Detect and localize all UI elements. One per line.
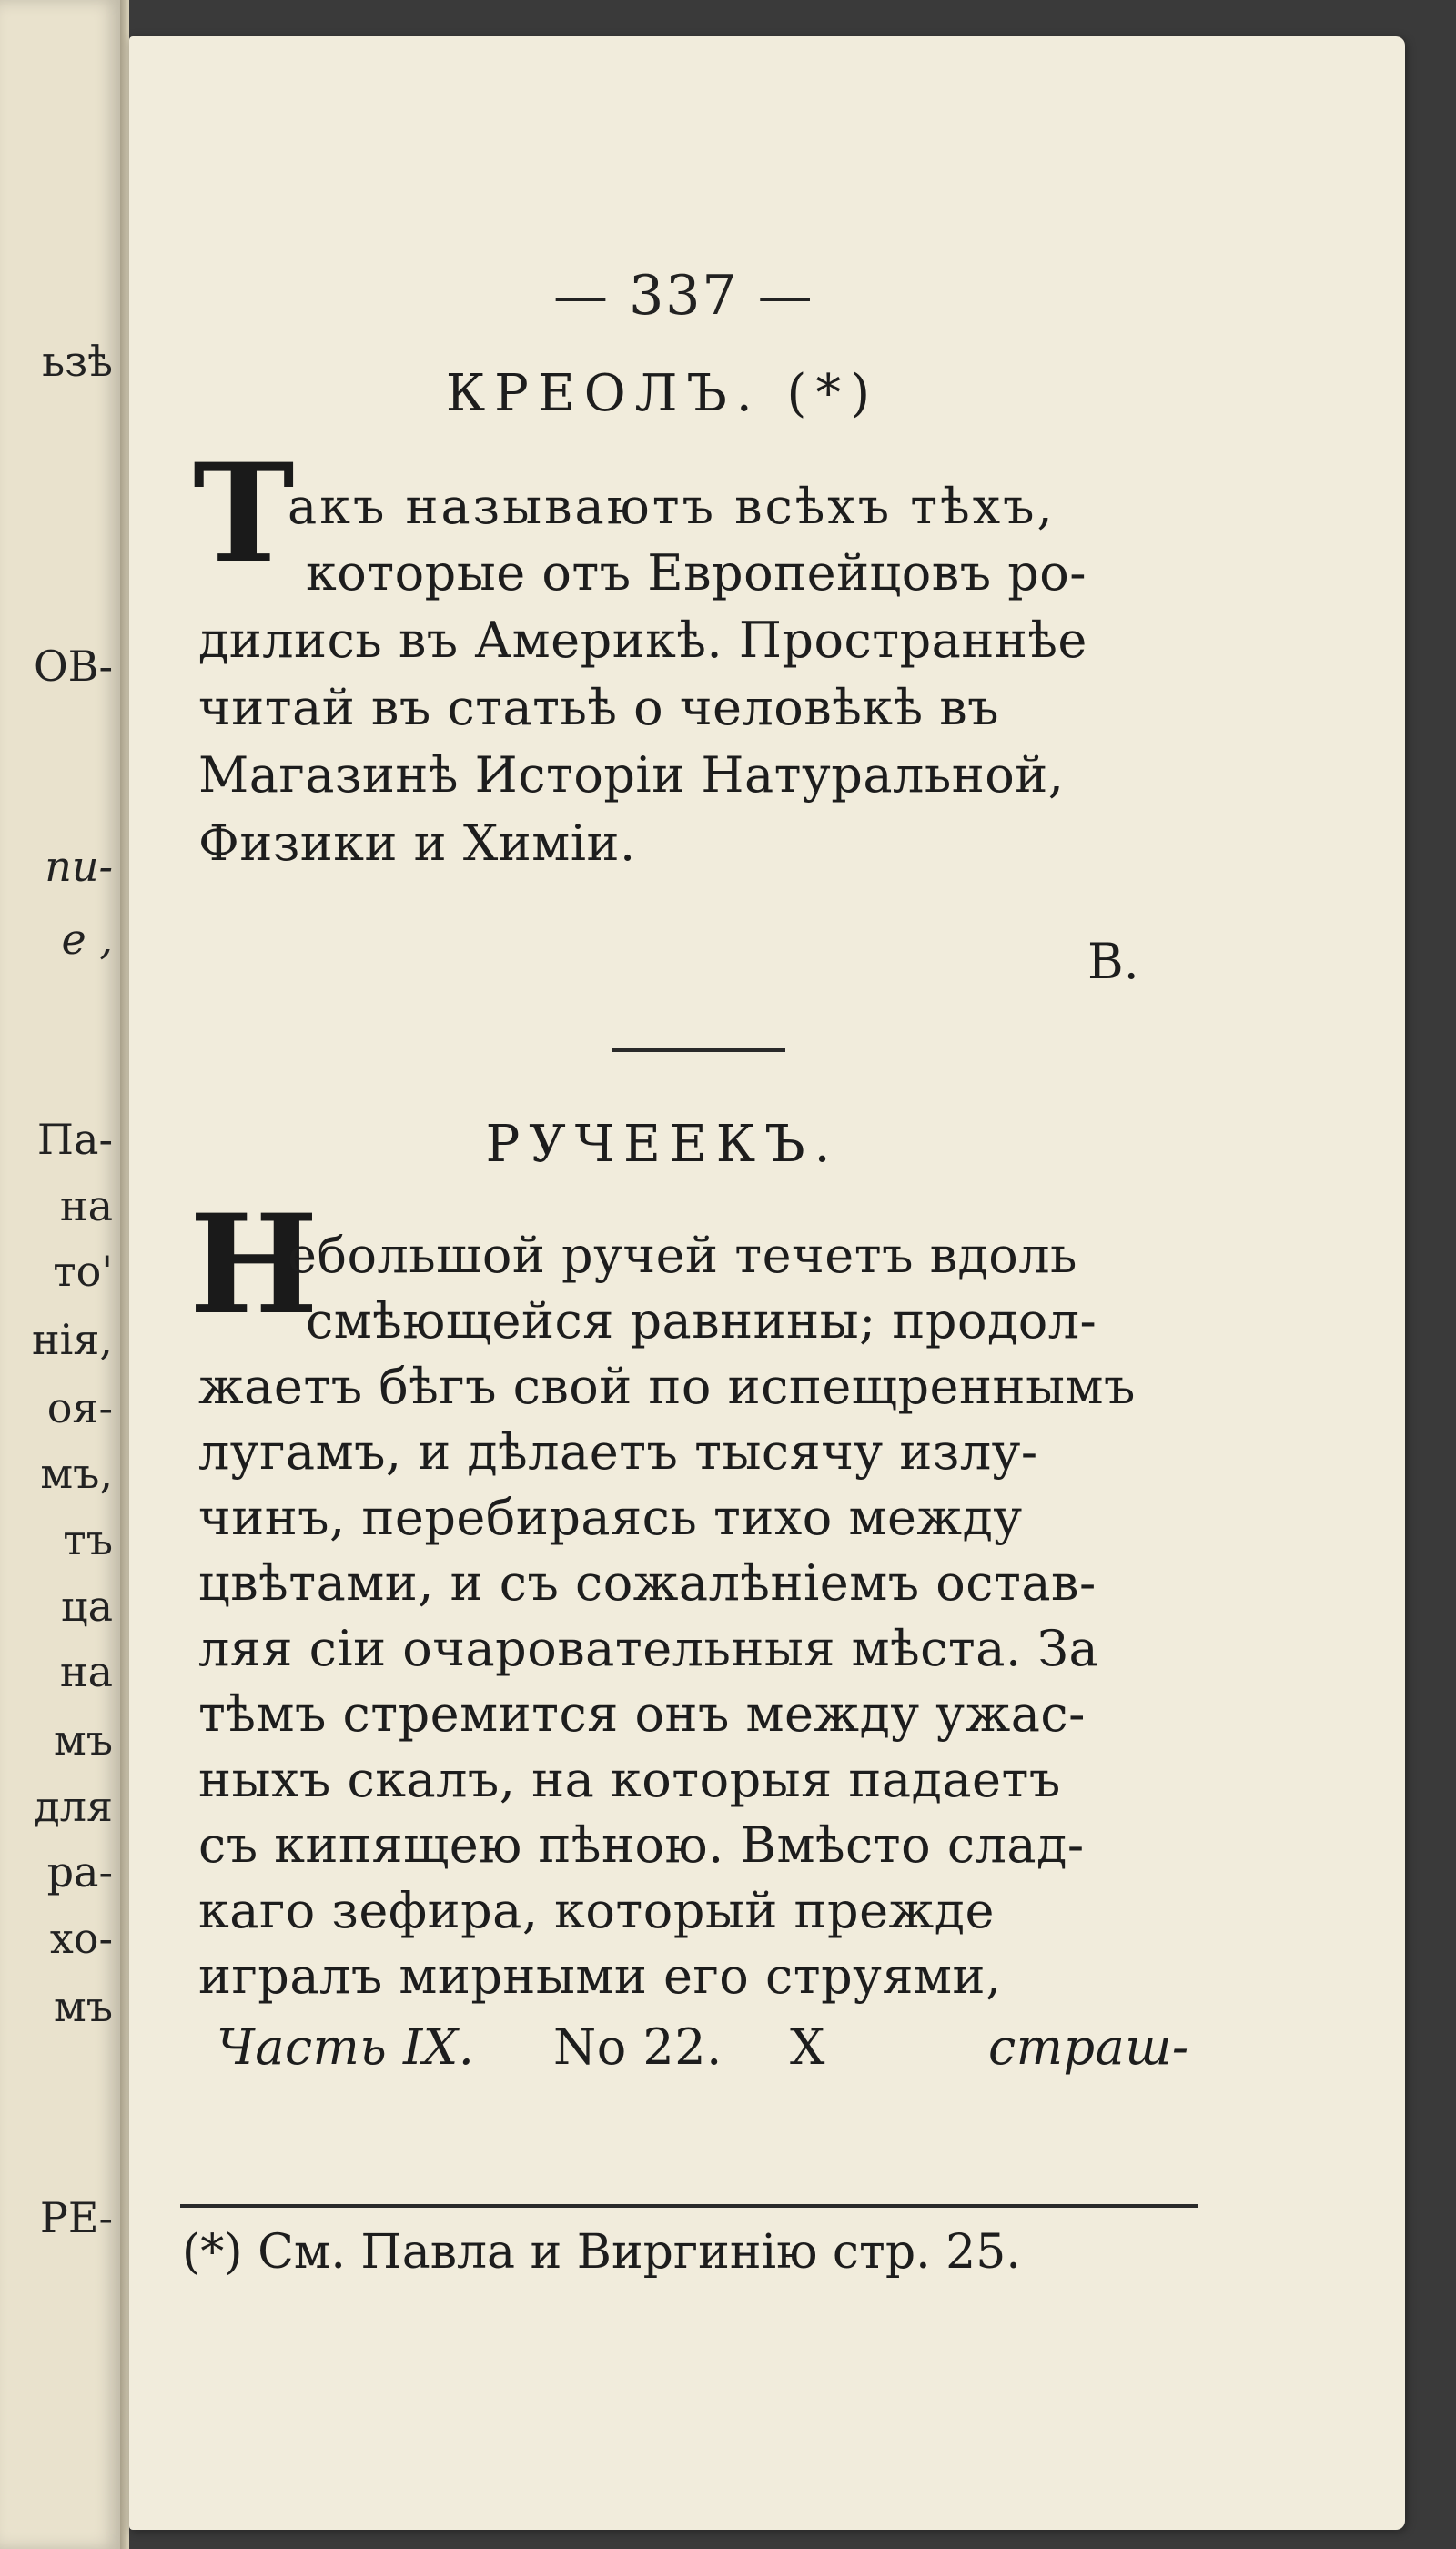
left-page-fragment: пи- <box>45 842 113 891</box>
left-page-fragment: ОВ- <box>33 642 113 691</box>
text-line: цвѣтами, и съ сожалѣніемъ остав- <box>198 1554 1097 1612</box>
footnote-rule <box>180 2204 1198 2208</box>
dropcap-n: Н <box>189 1185 318 1345</box>
left-page-fragment: на <box>59 1647 113 1696</box>
left-page-fragment: мъ <box>53 1715 113 1765</box>
text-line: смѣющейся равнины; продол- <box>306 1292 1097 1350</box>
dropcap-t: Т <box>193 434 295 594</box>
left-page-fragment: хо- <box>49 1914 113 1963</box>
text-line: которые отъ Европейцовъ ро- <box>306 544 1087 602</box>
text-line: ляя сіи очаровательныя мѣста. За <box>198 1620 1099 1677</box>
sheet-mark: X <box>790 2018 825 2076</box>
issue-number: No 22. <box>553 2018 723 2076</box>
text-line: съ кипящею пѣною. Вмѣсто слад- <box>198 1816 1085 1874</box>
text-line: жаетъ бѣгъ свой по испещреннымъ <box>198 1358 1136 1415</box>
text-line: ебольшой ручей течетъ вдоль <box>288 1227 1077 1284</box>
left-page-fragment: ьзѣ <box>42 337 113 386</box>
left-page-fragment: ца <box>60 1582 113 1631</box>
left-page-fragment: ра- <box>46 1847 113 1897</box>
left-page-fragment: мъ, <box>40 1449 113 1498</box>
book-gutter <box>120 0 129 2549</box>
text-line: дились въ Америкѣ. Пространнѣе <box>198 612 1087 669</box>
section-divider <box>612 1048 785 1052</box>
text-line: лугамъ, и дѣлаетъ тысячу излу- <box>198 1423 1038 1481</box>
text-line: ныхъ скалъ, на которыя падаетъ <box>198 1751 1061 1808</box>
previous-page-strip <box>0 0 120 2549</box>
left-page-fragment: мъ <box>53 1982 113 2031</box>
left-page-fragment: то' <box>53 1247 113 1296</box>
page-number: — 337 — <box>553 264 814 328</box>
text-line: тѣмъ стремится онъ между ужас- <box>198 1685 1086 1743</box>
catchword: страш- <box>988 2018 1189 2076</box>
text-line: каго зефира, который прежде <box>198 1882 995 1939</box>
left-page-fragment: РЕ- <box>39 2193 113 2242</box>
section-title-kreol: КРЕОЛЪ. (*) <box>445 364 880 423</box>
text-line: игралъ мирными его струями, <box>198 1947 1002 2005</box>
text-line: Физики и Химіи. <box>198 814 636 872</box>
left-page-fragment: на <box>59 1181 113 1230</box>
text-line: читай въ статьѣ о человѣкѣ въ <box>198 679 1000 736</box>
text-line: чинъ, перебираясь тихо между <box>198 1489 1023 1546</box>
left-page-fragment: е , <box>61 915 113 964</box>
text-line: Магазинѣ Исторіи Натуральной, <box>198 746 1065 804</box>
left-page-fragment: для <box>34 1782 113 1831</box>
left-page-fragment: нія, <box>31 1315 113 1364</box>
left-page-fragment: Па- <box>36 1115 113 1164</box>
left-page-fragment: тъ <box>63 1515 113 1564</box>
volume-part: Часть IX. <box>217 2018 475 2076</box>
footnote: (*) См. Павла и Виргинію стр. 25. <box>182 2225 1021 2280</box>
text-line: акъ называютъ всѣхъ тѣхъ, <box>288 478 1056 535</box>
book-page <box>129 36 1405 2530</box>
section-signature: В. <box>1087 933 1139 990</box>
section-title-rucheek: РУЧЕЕКЪ. <box>485 1115 840 1174</box>
left-page-fragment: оя- <box>46 1383 113 1432</box>
